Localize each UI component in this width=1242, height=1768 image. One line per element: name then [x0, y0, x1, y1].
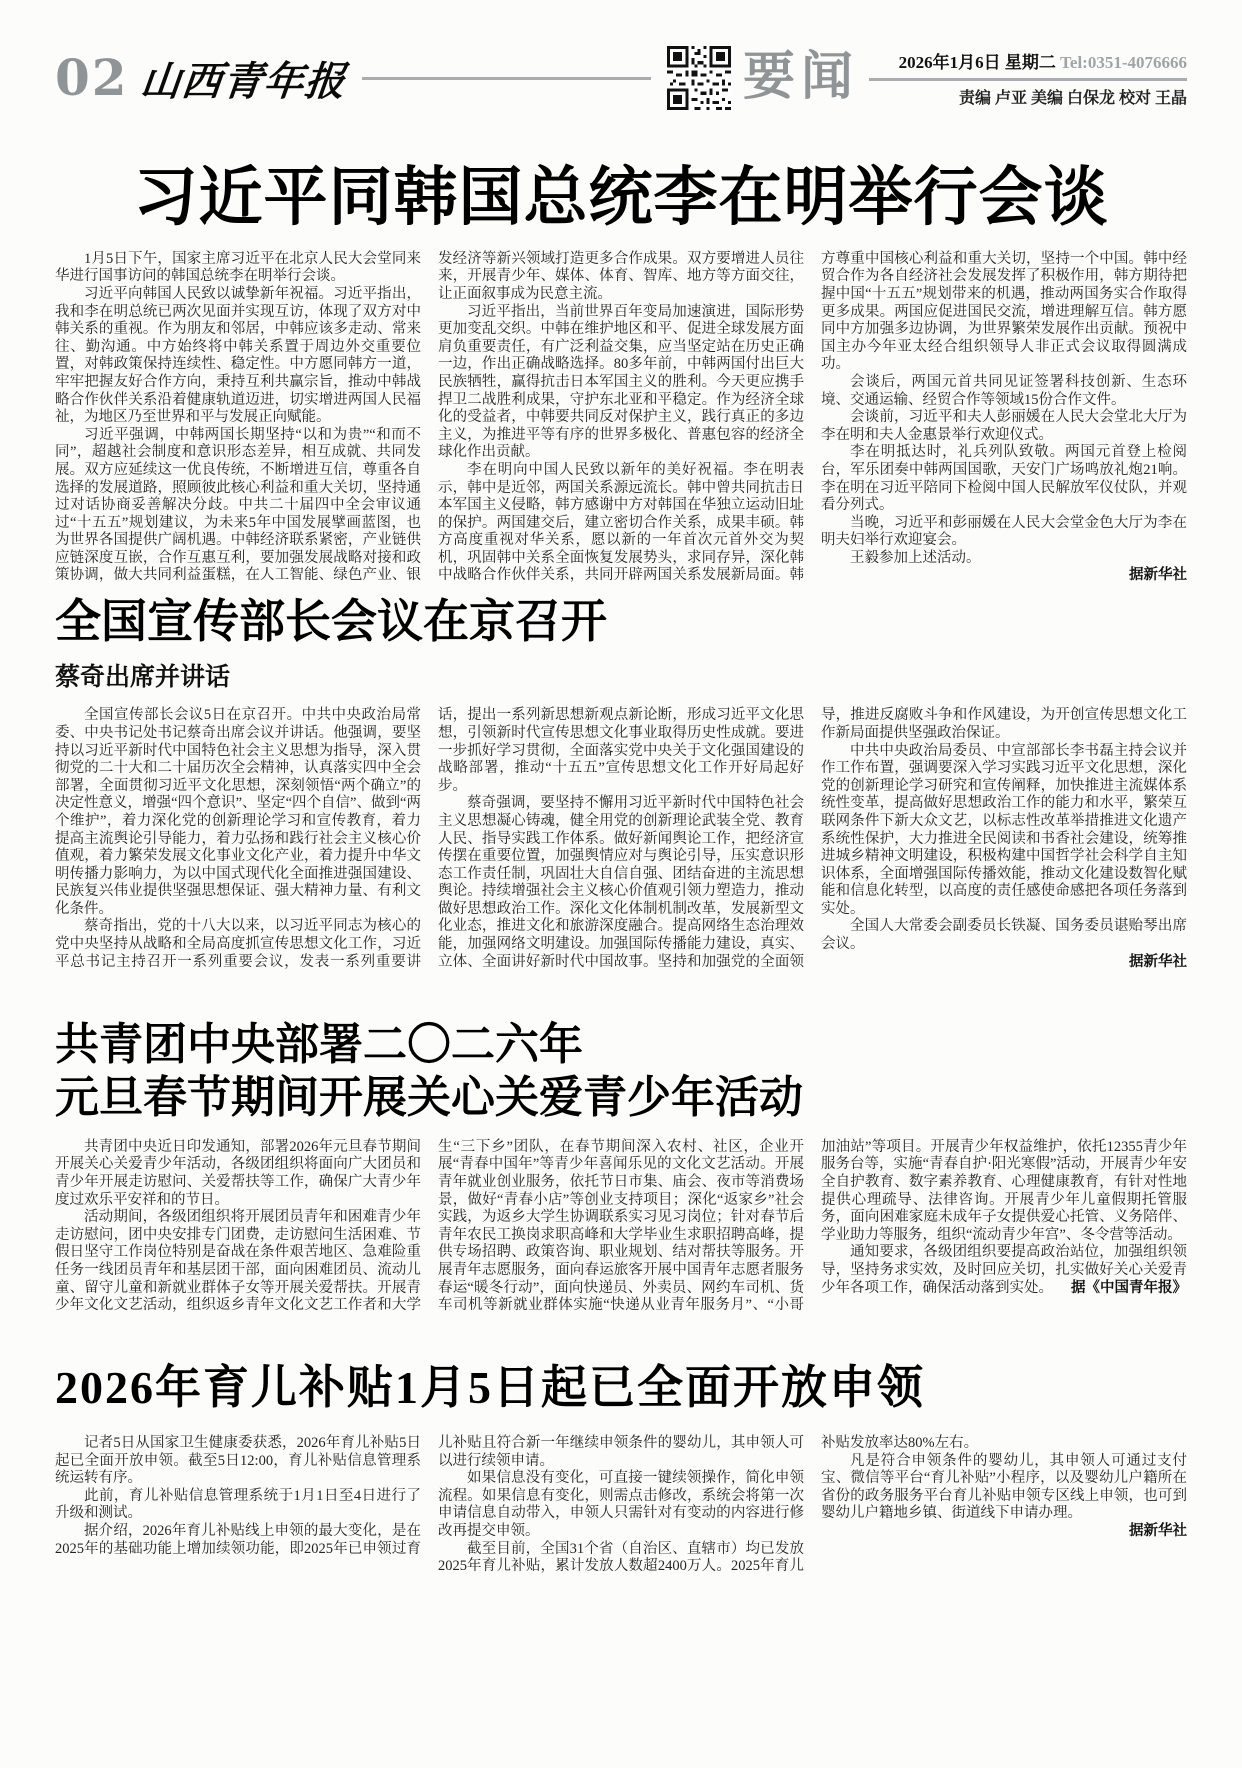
- article-childcare-subsidy: [55, 1361, 1187, 1576]
- paragraph: 当晚，习近平和彭丽媛在人民大会堂金色大厅为李在明夫妇举行欢迎宴会。: [821, 514, 1187, 549]
- article-xi-lee-talks: [55, 160, 1187, 585]
- paragraph: 中共中央政治局委员、中宣部部长李书磊主持会议并作工作布置，强调要深入学习实践习近平文化思想，深化党的创新理论学习研究和宣传阐释，加快推进主流媒体系统性变革，提高做好思想政治工作的能力和水平，繁荣互联网条件下新大众文艺，以标志性改革举措推进文化遗产系统性保护，大力推进全民阅读和书香社会建设，统筹推进城乡精神文明建设，积极构建中国哲学社会科学自主知识体系，全面增强国际传播效能，推动文化建设数智化赋能和信息化转型，以高度的责任感使命感把各项任务落到实处。: [821, 742, 1187, 917]
- paragraph: 截至目前，全国31个省（自治区、直辖市）均已发放2025年育儿补贴，累计发放人数超2400万人。2025年育儿补贴发放率达80%左右。: [438, 1435, 979, 1575]
- date-line: [869, 48, 1187, 73]
- issue-date: 2026年1月6日 星期二: [898, 53, 1056, 72]
- editors-line: 责编 卢亚 美编 白保龙 校对 王晶: [958, 90, 1187, 107]
- paragraph: 习近平向韩国人民致以诚挚新年祝福。习近平指出，我和李在明总统已两次见面并实现互访，体现了双方对中韩关系的重视。作为朋友和邻居，中韩应该多走动、常来往、勤沟通。中方始终将中韩关系置于周边外交重要位置，对韩政策保持连续性、稳定性。中方愿同韩方一道，牢牢把握友好合作方向，秉持互利共赢宗旨，推动中韩战略合作伙伴关系沿着健康轨道迈进，切实增进两国人民福祉，为地区乃至世界和平与发展正向赋能。: [55, 285, 421, 426]
- article-headline: 全国宣传部长会议在京召开: [55, 596, 607, 648]
- article-body: [55, 1435, 1187, 1576]
- article-headline-line1: 共青团中央部署二〇二六年: [55, 1020, 583, 1070]
- paragraph: 王毅参加上述活动。: [850, 549, 981, 566]
- paragraph: 共青团中央近日印发通知，部署2026年元旦春节期间开展关心关爱青少年活动，各级团组织将面向广大团员和青少年开展走访慰问、关爱帮扶等工作，确保广大青少年度过欢乐平安祥和的节日。: [55, 1138, 421, 1208]
- paragraph: 李在明向中国人民致以新年的美好祝福。李在明表示，韩中是近邻，两国关系源远流长。韩中曾共同抗击日本军国主义侵略，韩方感谢中方对韩国在华独立运动旧址的保护。两国建交后，建立密切合作关系，成果丰硕。韩方高度重视对华关系，愿以新的一年首次元首外交为契机，巩固韩中关系全面恢复发展势头，求同存异，深化韩中战略合作伙伴关系，共同开辟两国关系发展新局面。韩方尊重中国核心利益和重大关切，坚持一个中国。韩中经贸合作为各自经济社会发展发挥了积极作用，韩方期待把握中国“十五五”规划带来的机遇，推动两国务实合作取得更多成果。两国应促进国民交流，增进理解互信。韩方愿同中方加强多边协调，为世界繁荣发展作出贡献。预祝中国主办今年亚太经合组织领导人非正式会议取得圆满成功。: [438, 250, 1187, 584]
- article-cyl-youth-care: [55, 1019, 1187, 1315]
- article-headline-line2: 元旦春节期间开展关心关爱青少年活动: [55, 1073, 803, 1123]
- article-paragraphs: [55, 1435, 1187, 1576]
- header-meta: [869, 48, 1187, 108]
- paragraph: 李在明抵达时，礼兵列队致敬。两国元首登上检阅台，军乐团奏中韩两国国歌，天安门广场鸣放礼炮21响。李在明在习近平陪同下检阅中国人民解放军仪仗队，并观看分列式。: [821, 444, 1187, 514]
- article-paragraphs: [55, 251, 1187, 585]
- paragraph: 全国人大常委会副委员长铁凝、国务委员谌贻琴出席会议。: [821, 918, 1187, 953]
- article-propaganda-ministers-meeting: [55, 595, 1187, 971]
- paragraph: 此前，育儿补贴信息管理系统于1月1日至4日进行了升级和测试。: [55, 1487, 421, 1522]
- byline: 据新华社: [1129, 1523, 1187, 1540]
- paragraph: 习近平强调，中韩两国长期坚持“以和为贵”“和而不同”，超越社会制度和意识形态差异，相互成就、共同发展。双方应延续这一优良传统，不断增进互信，尊重各自选择的发展道路，照顾彼此核心利益和重大关切，坚持通过对话协商妥善解决分歧。中共二十届四中全会审议通过“十五五”规划建议，为未来5年中国发展擘画蓝图，也为世界各国提供广阔机遇。中韩经济联系紧密，产业链供应链深度互嵌，合作互惠互利，要加强发展战略对接和政策协调，做大共同利益蛋糕，在人工智能、绿色产业、银发经济等新兴领域打造更多合作成果。双方要增进人员往来，开展青少年、媒体、体育、智库、地方等方面交往，让正面叙事成为民意主流。: [55, 250, 804, 584]
- article-headline: 2026年育儿补贴1月5日起已全面开放申领: [55, 1361, 925, 1413]
- header-rule-left: [362, 77, 651, 80]
- page-number: 02: [55, 48, 129, 107]
- byline: 据《中国青年报》: [1071, 1279, 1187, 1296]
- paragraph: 习近平指出，当前世界百年变局加速演进，国际形势更加变乱交织。中韩在维护地区和平、促进全球发展方面肩负重要责任，有广泛利益交集，应当坚定站在历史正确一边，作出正确战略选择。80多年前，中韩两国付出巨大民族牺牲，赢得抗击日本军国主义的胜利。今天更应携手捍卫二战胜利成果，守护东北亚和平稳定。作为经济全球化的受益者，中韩要共同反对保护主义，践行真正的多边主义，为推进平等有序的世界多极化、普惠包容的经济全球化作出贡献。: [438, 303, 804, 461]
- paragraph: 活动期间，各级团组织将开展团员青年和困难青少年走访慰问，团中央安排专门团费，走访慰问生活困难、节假日坚守工作岗位特别是奋战在条件艰苦地区、急难险重任务一线团员青年和基层团干部，面向困难团员、流动儿童、留守儿童和新就业群体子女等开展关爱帮扶。开展青少年文化文艺活动，组织返乡青年文化文艺工作者和大学生“三下乡”团队，在春节期间深入农村、社区，企业开展“青春中国年”等青少年喜闻乐见的文化文艺活动。开展青年就业创业服务，依托节日市集、庙会、夜市等消费场景，做好“青春小店”等创业支持项目；深化“返家乡”社会实践，为返乡大学生协调联系实习见习岗位；针对春节后青年农民工换岗求职高峰和大学毕业生求职招聘高峰，提供专场招聘、政策咨询、职业规划、结对帮扶等服务。开展青年志愿服务，面向春运旅客开展中国青年志愿者服务春运“暖冬行动”，面向快递员、外卖员、网约车司机、货车司机等新就业群体实施“快递从业青年服务月”、“小哥加油站”等项目。开展青少年权益维护，依托12355青少年服务台等，实施“青春自护·阳光寒假”活动，开展青少年安全自护教育、数字素养教育、心理健康教育，有针对性地提供心理疏导、法律咨询。开展青少年儿童假期托管服务，面向困难家庭未成年子女提供爱心托管、义务陪伴、学业助力等服务，组织“流动青少年宫”、冬令营等活动。: [55, 1138, 1187, 1314]
- byline: 据新华社: [1129, 567, 1187, 584]
- article-body: [55, 1139, 1187, 1315]
- phone-number: Tel:0351-4076666: [1060, 53, 1187, 72]
- paragraph: 全国宣传部长会议5日在京召开。中共中央政治局常委、中央书记处书记蔡奇出席会议并讲话。他强调，要坚持以习近平新时代中国特色社会主义思想为指导，深入贯彻党的二十大和二十届历次全会精神，认真落实四中全会部署，全面贯彻习近平文化思想，深刻领悟“两个确立”的决定性意义，增强“四个意识”、坚定“四个自信”、做到“两个维护”，着力深化党的创新理论学习和宣传教育，着力提高主流舆论引导能力，着力弘扬和践行社会主义核心价值观，着力繁荣发展文化事业文化产业，着力提升中华文明传播力影响力，为以中国式现代化全面推进强国建设、民族复兴伟业提供坚强思想保证、强大精神力量、有利文化条件。: [55, 707, 421, 917]
- byline: 据新华社: [1129, 953, 1187, 970]
- qr-code-icon: [667, 46, 731, 110]
- paragraph: 通知要求，各级团组织要提高政治站位，加强组织领导，坚持务求实效，及时回应关切，扎实做好关心关爱青少年各项工作，确保活动落到实处。: [821, 1244, 1187, 1296]
- article-paragraphs: [55, 707, 1187, 971]
- article-body: [55, 707, 1187, 971]
- article-body: [55, 251, 1187, 585]
- paragraph: 记者5日从国家卫生健康委获悉，2026年育儿补贴5日起已全面开放申领。截至5日12:00，育儿补贴信息管理系统运转有序。: [55, 1435, 421, 1487]
- section-title: 要闻: [742, 49, 859, 106]
- paragraph: 1月5日下午，国家主席习近平在北京人民大会堂同来华进行国事访问的韩国总统李在明举行会谈。: [55, 250, 421, 285]
- paragraph: 会谈后，两国元首共同见证签署科技创新、生态环境、交通运输、经贸合作等领域15份合作文件。: [821, 373, 1187, 408]
- paragraph: 据介绍，2026年育儿补贴线上申领的最大变化，是在2025年的基础功能上增加续领功能，即2025年已申领过育儿补贴且符合新一年继续申领条件的婴幼儿，其申领人可以进行续领申请。: [55, 1435, 804, 1557]
- paragraph: 蔡奇指出，党的十八大以来，以习近平同志为核心的党中央坚持从战略和全局高度抓宣传思想文化工作，习近平总书记主持召开一系列重要会议，发表一系列重要讲话，提出一系列新思想新观点新论断，形成习近平文化思想，引领新时代宣传思想文化事业取得历史性成就。要进一步抓好学习贯彻，全面落实党中央关于文化强国建设的战略部署，推动“十五五”宣传思想文化工作开好局起好步。: [55, 707, 804, 970]
- article-headline: 习近平同韩国总统李在明举行会谈: [133, 162, 1109, 233]
- paragraph: 凡是符合申领条件的婴幼儿，其申领人可通过支付宝、微信等平台“育儿补贴”小程序，以及婴幼儿户籍所在省份的政务服务平台育儿补贴申领专区线上申领，也可到婴幼儿户籍地乡镇、街道线下申请办理。: [821, 1452, 1187, 1522]
- article-paragraphs: [55, 1139, 1187, 1315]
- header-rule-right: [869, 78, 1187, 81]
- article-subhead: 蔡奇出席并讲话: [55, 664, 231, 692]
- paragraph: 会谈前，习近平和夫人彭丽媛在人民大会堂北大厅为李在明和夫人金惠景举行欢迎仪式。: [821, 409, 1187, 443]
- paragraph: 蔡奇强调，要坚持不懈用习近平新时代中国特色社会主义思想凝心铸魂，健全用党的创新理论武装全党、教育人民、指导实践工作体系。做好新闻舆论工作，把经济宣传摆在重要位置，加强舆情应对与舆论引导，压实意识形态工作责任制，巩固壮大自信自强、团结奋进的主流思想舆论。持续增强社会主义核心价值观引领力塑造力，推动做好思想政治工作。深化文化体制机制改革，发展新型文化业态，推进文化和旅游深度融合。提高网络生态治理效能，加强网络文明建设。加强国际传播能力建设，真实、立体、全面讲好新时代中国故事。坚持和加强党的全面领导，推进反腐败斗争和作风建设，为开创宣传思想文化工作新局面提供坚强政治保证。: [438, 707, 1187, 970]
- page-header: [55, 38, 1187, 118]
- newspaper-logo: 山西青年报: [137, 58, 348, 104]
- paragraph: 如果信息没有变化，可直接一键续领操作，简化申领流程。如果信息有变化，则需点击修改，系统会将第一次申请信息自动带入，申领人只需针对有变动的内容进行修改再提交申领。: [438, 1470, 804, 1540]
